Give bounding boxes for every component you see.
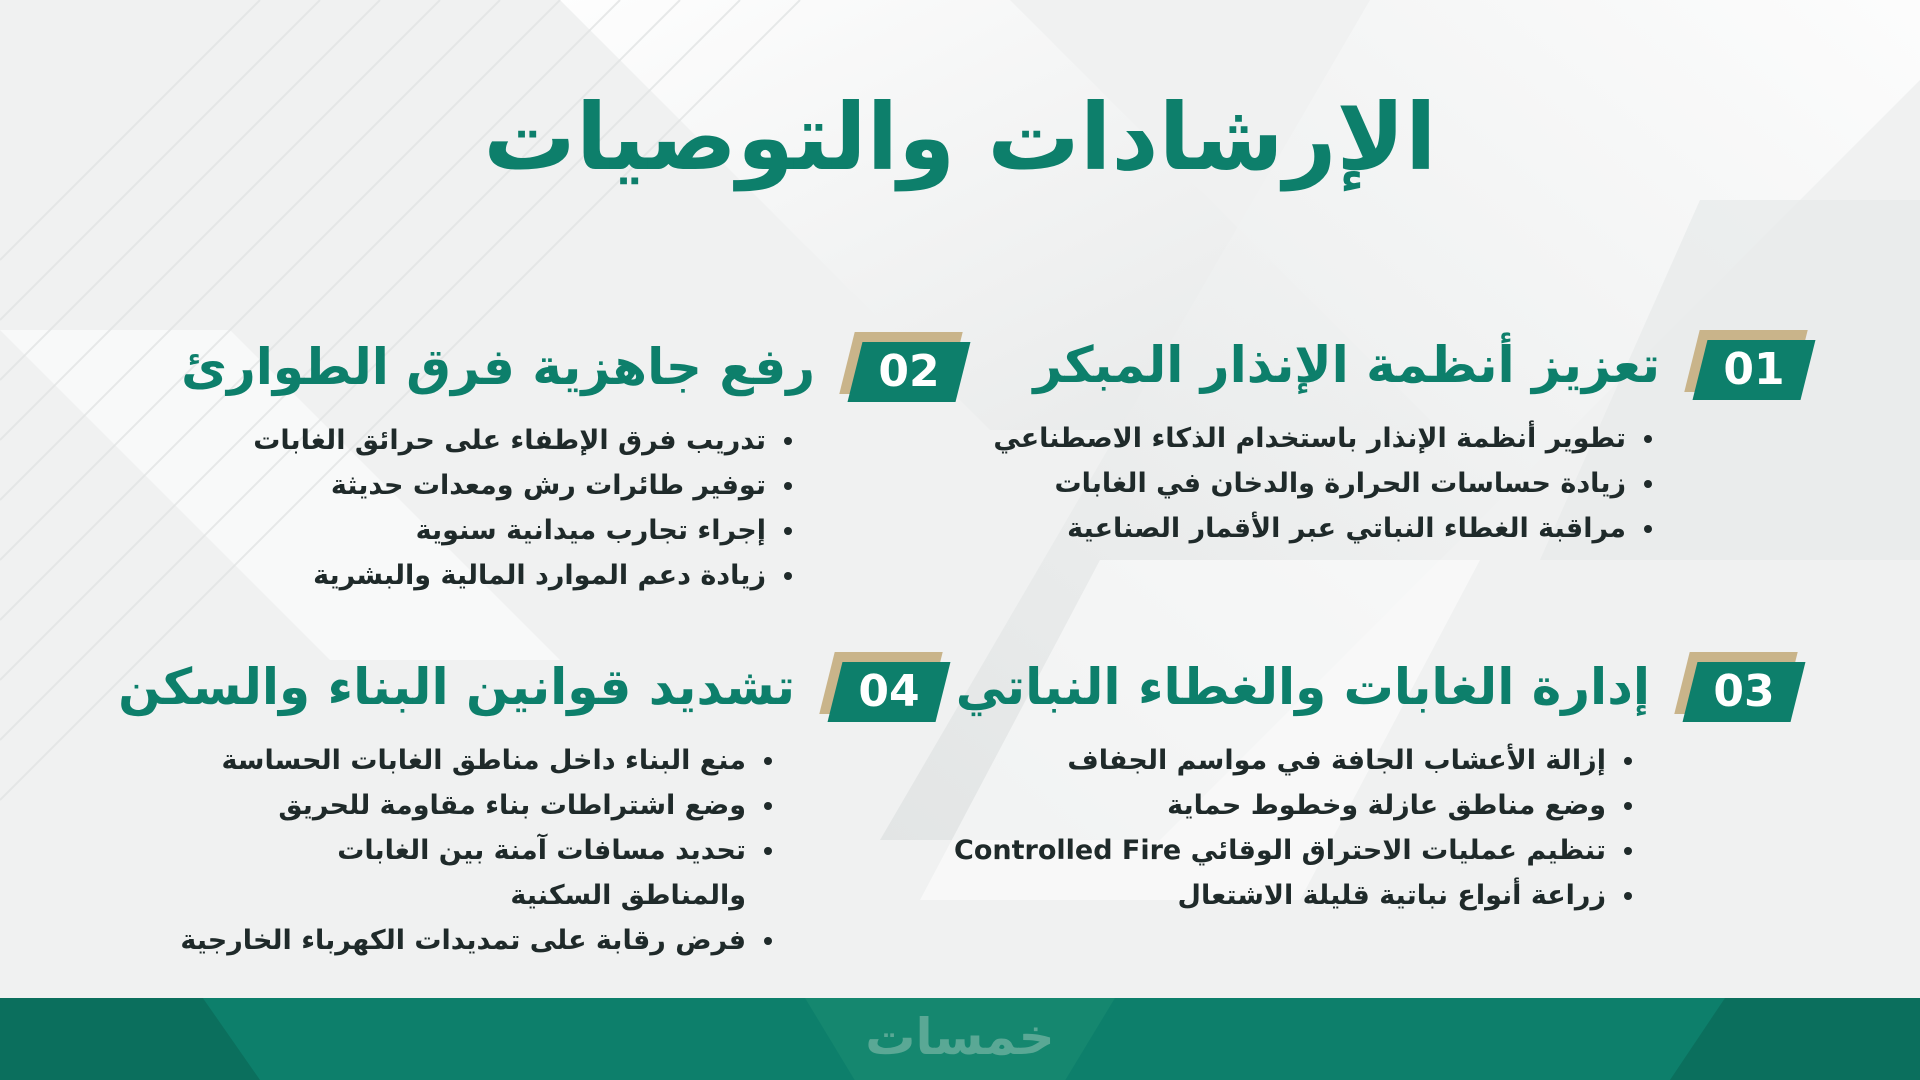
recommendation-list [993, 416, 1660, 551]
section-header [993, 320, 1810, 410]
list-item: إجراء تجارب ميدانية سنوية [181, 508, 800, 553]
list-item: تطوير أنظمة الإنذار باستخدام الذكاء الاصطناعي [993, 416, 1660, 461]
list-item: تحديد مسافات آمنة بين الغابات والمناطق السكنية [206, 828, 780, 918]
list-item: زيادة دعم الموارد المالية والبشرية [181, 553, 800, 598]
page-title: الإرشادات والتوصيات [483, 84, 1437, 191]
section-number: 01 [1723, 344, 1785, 395]
list-item: مراقبة الغطاء النباتي عبر الأقمار الصناعية [993, 506, 1660, 551]
number-badge [1682, 330, 1810, 400]
list-item: تدريب فرق الإطفاء على حرائق الغابات [181, 418, 800, 463]
number-badge [1672, 652, 1800, 722]
number-badge [817, 652, 945, 722]
section-header [118, 642, 945, 732]
recommendation-list [954, 738, 1640, 918]
section-title: تشديد قوانين البناء والسكن [118, 658, 795, 716]
section-number: 04 [858, 666, 920, 717]
list-item: تنظيم عمليات الاحتراق الوقائي Controlled Fire [954, 828, 1640, 873]
section-title: تعزيز أنظمة الإنذار المبكر [1033, 336, 1660, 394]
list-item: إزالة الأعشاب الجافة في مواسم الجفاف [954, 738, 1640, 783]
recommendation-list [118, 738, 780, 963]
section-emergency-teams [181, 322, 965, 598]
list-item: فرض رقابة على تمديدات الكهرباء الخارجية [118, 918, 780, 963]
section-number: 02 [878, 346, 940, 397]
list-item: توفير طائرات رش ومعدات حديثة [181, 463, 800, 508]
section-number: 03 [1713, 666, 1775, 717]
section-building-laws [118, 642, 945, 963]
section-early-warning [993, 320, 1810, 551]
number-badge [837, 332, 965, 402]
recommendation-list [181, 418, 800, 598]
list-item: وضع اشتراطات بناء مقاومة للحريق [118, 783, 780, 828]
footer-bar [0, 998, 1920, 1080]
list-item: وضع مناطق عازلة وخطوط حماية [954, 783, 1640, 828]
section-header [181, 322, 965, 412]
list-item: زراعة أنواع نباتية قليلة الاشتعال [954, 873, 1640, 918]
section-title: رفع جاهزية فرق الطوارئ [181, 338, 815, 396]
section-header [954, 642, 1800, 732]
list-item: زيادة حساسات الحرارة والدخان في الغابات [993, 461, 1660, 506]
section-forest-management [954, 642, 1800, 918]
footer-logo: خمسات [865, 1008, 1055, 1066]
list-item: منع البناء داخل مناطق الغابات الحساسة [118, 738, 780, 783]
section-title: إدارة الغابات والغطاء النباتي [955, 658, 1650, 716]
